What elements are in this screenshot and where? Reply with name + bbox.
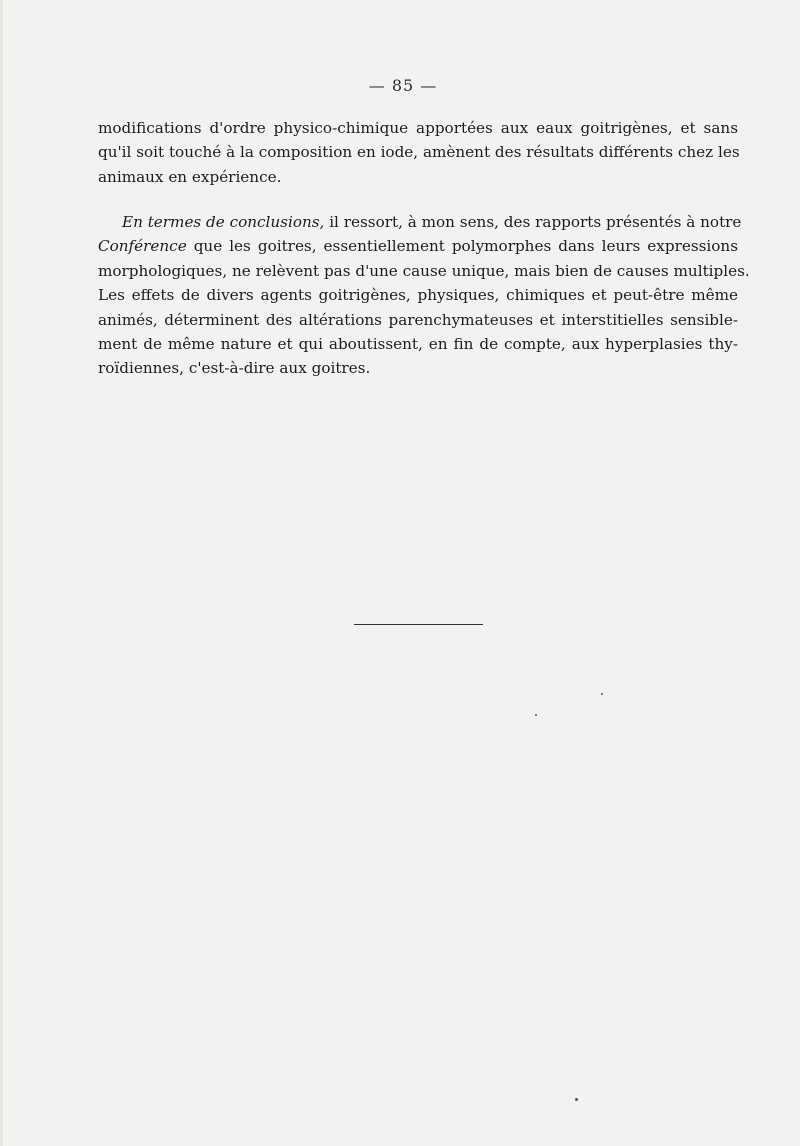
print-speck (575, 1098, 578, 1101)
paragraph-1 (98, 116, 738, 189)
paragraph-1-line-1: modifications d'ordre physico-chimique apportées aux eaux goitrigènes, et sans (98, 119, 738, 137)
paragraph-2-line-2 (98, 234, 738, 258)
print-speck (601, 693, 603, 695)
print-speck (535, 714, 537, 716)
paragraph-2 (98, 210, 750, 381)
paragraph-2-line-1-rest: il ressort, à mon sens, des rapports présentés à notre (324, 213, 742, 231)
paragraph-2-line-4: Les effets de divers agents goitrigènes, physiques, chimiques et peut-être même (98, 286, 738, 305)
paragraph-2-line-5: animés, déterminent des altérations parenchymateuses et interstitielles sensible- (98, 310, 738, 329)
conclusion-phrase: En termes de conclusions, (122, 213, 325, 231)
paragraph-2-line-2-rest: que les goitres, essentiellement polymorphes dans leurs expressions (186, 237, 738, 256)
paragraph-2-line-6: ment de même nature et qui aboutissent, en fin de compte, aux hyperplasies thy- (98, 335, 738, 354)
conference-word: Conférence (98, 237, 187, 256)
section-end-rule (354, 624, 483, 625)
paragraph-2-line-3: morphologiques, ne relèvent pas d'une cause unique, mais bien de causes multiples. (98, 261, 750, 280)
paragraph-2-line-7: roïdiennes, c'est-à-dire aux goitres. (98, 359, 371, 378)
paragraph-2-line-1 (98, 210, 742, 234)
paragraph-1-line-2: qu'il soit touché à la composition en iode, amènent des résultats différents chez les (98, 143, 740, 162)
paragraph-1-line-3: animaux en expérience. (98, 167, 282, 186)
page-number: — 85 — (368, 76, 438, 95)
